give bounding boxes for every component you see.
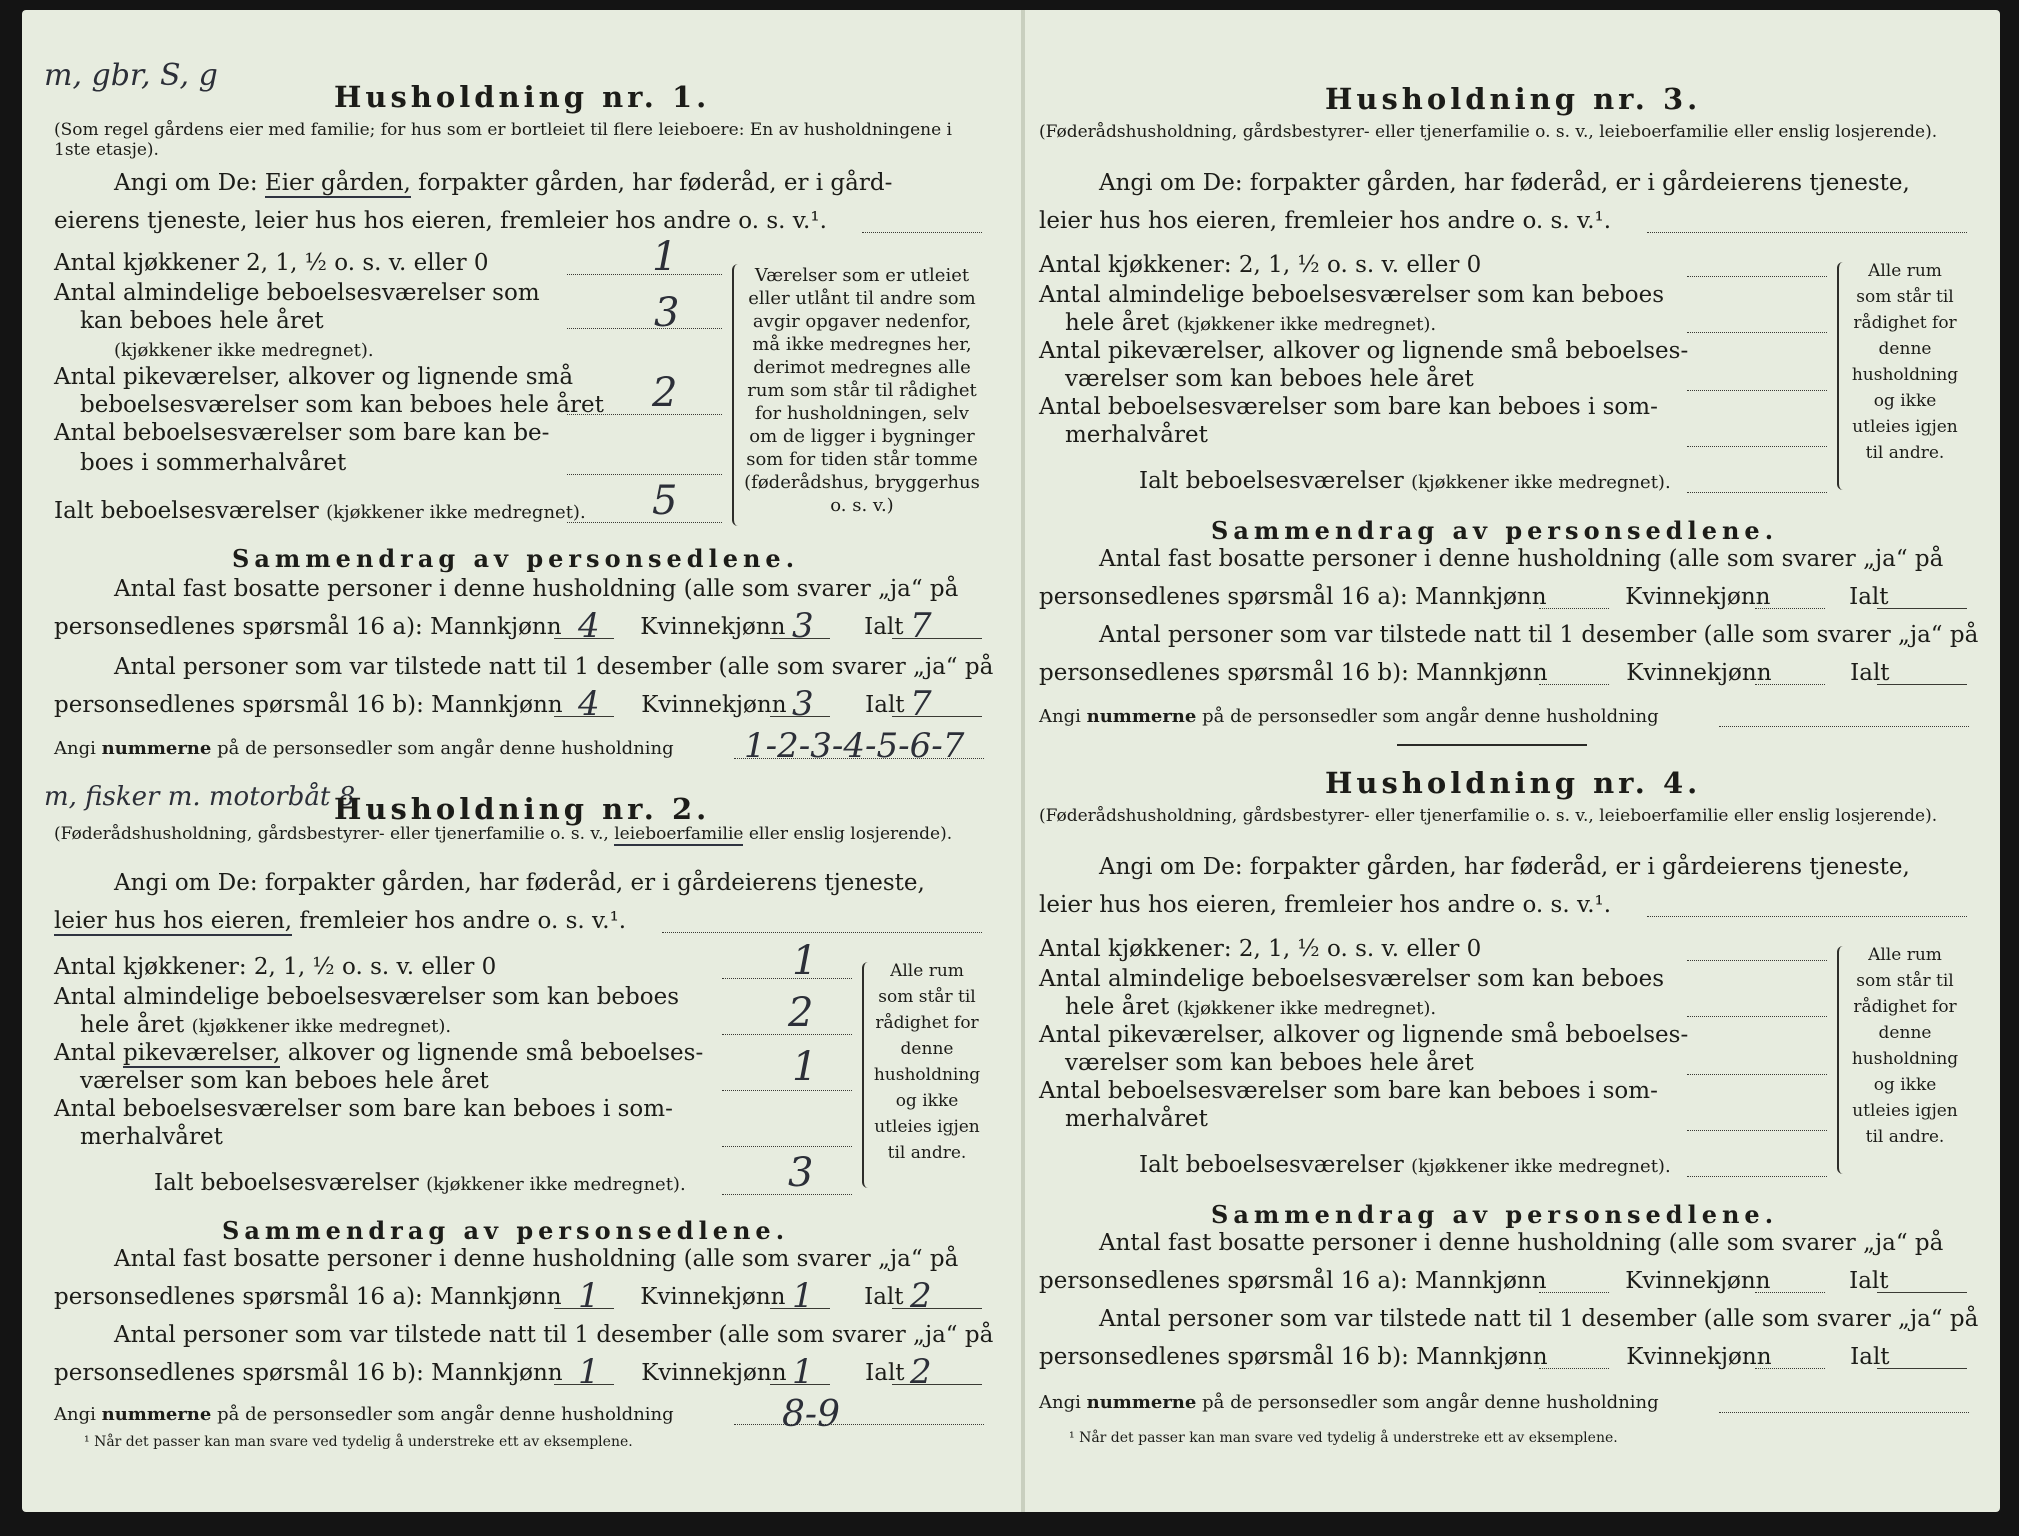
- total-label: Ialt beboelsesværelser: [1139, 468, 1404, 494]
- small-rooms-post: alkover og lignende små beboelses-: [287, 1040, 704, 1066]
- h2-numbers-value: 8-9: [782, 1394, 840, 1435]
- h1-small-rooms-label-a: Antal pikeværelser, alkover og lignende små: [54, 364, 574, 390]
- h1-summary-a-line1: Antal fast bosatte personer i denne husholdning (alle som svarer „ja“ på: [114, 576, 959, 602]
- h2-b-kvinne-value: 1: [792, 1352, 814, 1392]
- total-note: (kjøkkener ikke medregnet).: [426, 1174, 686, 1195]
- numbers-text: på de personsedler som angår denne husholdning: [217, 738, 674, 759]
- household-2-question-b: [54, 908, 626, 934]
- numbers-text: på de personsedler som angår denne husholdning: [1202, 706, 1659, 727]
- h2-ordinary-label-a: Antal almindelige beboelsesværelser som kan beboes: [54, 984, 680, 1010]
- h2-side-note: Alle rum som står til rådighet for denne husholdning og ikke utleies igjen til andre.: [873, 961, 981, 1163]
- h3-b-mann-line: [1539, 684, 1609, 685]
- h2-summary-a-line1: Antal fast bosatte personer i denne husholdning (alle som svarer „ja“ på: [114, 1246, 959, 1272]
- h2-summer-label-a: Antal beboelsesværelser som bare kan beboes i som-: [54, 1096, 673, 1122]
- h4-brace: [1837, 946, 1849, 1174]
- household-4-title: Husholdning nr. 4.: [1325, 766, 1702, 800]
- h3-kitchens-label: Antal kjøkkener: 2, 1, ½ o. s. v. eller 0: [1039, 252, 1482, 278]
- total-note: (kjøkkener ikke medregnet).: [326, 502, 586, 523]
- mann-label: Mannkjønn: [1416, 1344, 1548, 1370]
- ordinary-note: (kjøkkener ikke medregnet).: [1176, 998, 1437, 1019]
- h2-a-kvinne-value: 1: [792, 1276, 814, 1316]
- margin-note-2: m, fisker m. motorbåt 8: [44, 782, 356, 812]
- angi-eier-underlined: Eier gården,: [264, 170, 411, 196]
- h1-a-mann-value: 4: [578, 606, 600, 646]
- h1-small-rooms-line: [567, 414, 722, 415]
- h4-side-note: Alle rum som står til rådighet for denne husholdning og ikke utleies igjen til andre.: [1851, 945, 1959, 1147]
- h1-summary-b-line1: Antal personer som var tilstede natt til 1 desember (alle som svarer „ja“ på: [114, 654, 994, 680]
- h4-a-ialt-line: [1877, 1292, 1967, 1293]
- nummerne-word: nummerne: [1086, 706, 1197, 727]
- kvinne-label: Kvinnekjønn: [1626, 660, 1772, 686]
- total-note: (kjøkkener ikke medregnet).: [1411, 1156, 1671, 1177]
- h1-total-value: 5: [652, 478, 678, 524]
- h2-summer-label-b: merhalvåret: [80, 1124, 223, 1150]
- h4-a-mann-line: [1539, 1292, 1609, 1293]
- small-rooms-pre: Antal: [54, 1040, 116, 1066]
- h4-summary-a-line1: Antal fast bosatte personer i denne husholdning (alle som svarer „ja“ på: [1099, 1230, 1944, 1256]
- h4-angi-answer-line: [1647, 916, 1967, 917]
- h4-numbers-line: [1719, 1412, 1969, 1413]
- h4-small-rooms-label-b: værelser som kan beboes hele året: [1065, 1050, 1474, 1076]
- h2-kitchens-value: 1: [792, 938, 818, 984]
- h2-b-ialt-line: [892, 1384, 982, 1385]
- summary-question: personsedlenes spørsmål 16 a):: [1039, 584, 1408, 610]
- ordinary-note: (kjøkkener ikke medregnet).: [191, 1016, 452, 1037]
- nummerne-word: nummerne: [101, 738, 212, 759]
- ordinary-text: hele året: [1065, 994, 1170, 1020]
- h3-brace: [1837, 262, 1849, 490]
- h4-total-line: [1687, 1176, 1827, 1177]
- h4-ordinary-line: [1687, 1016, 1827, 1017]
- ialt-label: Ialt: [1849, 584, 1889, 610]
- angi-answer-line: [862, 232, 982, 233]
- h1-ordinary-label-b: kan beboes hele året: [80, 308, 324, 334]
- kvinne-label: Kvinnekjønn: [1625, 1268, 1771, 1294]
- nummerne-word: nummerne: [101, 1404, 212, 1425]
- angi-word: Angi: [54, 1404, 96, 1425]
- ordinary-text: hele året: [1065, 310, 1170, 336]
- household-3-question-b: leier hus hos eieren, fremleier hos andre o. s. v.¹.: [1039, 208, 1612, 234]
- h1-ordinary-label-a: Antal almindelige beboelsesværelser som: [54, 280, 540, 306]
- h1-summer-line: [567, 474, 722, 475]
- household-3-note: (Føderådshusholdning, gårdsbestyrer- eller tjenerfamilie o. s. v., leieboerfamilie eller enslig losjerende).: [1039, 122, 1938, 142]
- h1-total-line: [567, 522, 722, 523]
- h4-footnote: ¹ Når det passer kan man svare ved tydelig å understreke ett av eksemplene.: [1069, 1430, 1618, 1446]
- note-text-end: eller enslig losjerende).: [748, 824, 953, 844]
- h2-ordinary-line: [722, 1034, 852, 1035]
- ialt-label: Ialt: [1850, 1344, 1890, 1370]
- h1-summer-label-b: boes i sommerhalvåret: [80, 450, 347, 476]
- mann-label: Mannkjønn: [431, 692, 563, 718]
- h2-small-rooms-value: 1: [792, 1044, 818, 1090]
- angi-word: Angi: [1039, 1392, 1081, 1413]
- h4-small-rooms-line: [1687, 1074, 1827, 1075]
- h2-b-mann-value: 1: [578, 1352, 600, 1392]
- h3-summary-a-line1: Antal fast bosatte personer i denne husholdning (alle som svarer „ja“ på: [1099, 546, 1944, 572]
- h3-kitchens-line: [1687, 276, 1827, 277]
- h3-summer-line: [1687, 446, 1827, 447]
- h2-a-mann-value: 1: [578, 1276, 600, 1316]
- h3-side-note: Alle rum som står til rådighet for denne husholdning og ikke utleies igjen til andre.: [1851, 261, 1959, 463]
- h3-ordinary-label-b: [1065, 310, 1436, 336]
- h1-a-ialt-value: 7: [910, 606, 932, 646]
- h2-ordinary-value: 2: [788, 990, 814, 1036]
- h3-small-rooms-line: [1687, 390, 1827, 391]
- ordinary-note: (kjøkkener ikke medregnet).: [1176, 314, 1437, 335]
- angi-word: Angi: [54, 738, 96, 759]
- angi-leier-underlined: leier hus hos eieren,: [54, 908, 293, 934]
- h4-ordinary-label-b: [1065, 994, 1436, 1020]
- mann-label: Mannkjønn: [431, 1360, 563, 1386]
- h2-total-label: [154, 1170, 686, 1196]
- left-page: [22, 10, 1022, 1512]
- h4-numbers-label: [1039, 1392, 1659, 1413]
- angi-word: Angi: [1039, 706, 1081, 727]
- h4-summary-a-line2: [1039, 1268, 1889, 1294]
- total-label: Ialt beboelsesværelser: [1139, 1152, 1404, 1178]
- h2-ordinary-label-b: [80, 1012, 451, 1038]
- kvinne-label: Kvinnekjønn: [1626, 1344, 1772, 1370]
- h2-small-rooms-line: [722, 1090, 852, 1091]
- h2-a-ialt-value: 2: [910, 1276, 932, 1316]
- h1-summary-title: Sammendrag av personsedlene.: [232, 544, 800, 573]
- h4-total-label: [1139, 1152, 1671, 1178]
- kvinne-label: Kvinnekjønn: [641, 692, 787, 718]
- h1-small-rooms-value: 2: [652, 370, 678, 416]
- h4-b-kvinne-line: [1755, 1368, 1825, 1369]
- h2-summary-title: Sammendrag av personsedlene.: [222, 1216, 790, 1245]
- angi-label: Angi om De:: [114, 170, 258, 196]
- h3-total-line: [1687, 492, 1827, 493]
- h1-kitchens-line: [567, 274, 722, 275]
- h1-numbers-label: [54, 738, 674, 759]
- h3-small-rooms-label-a: Antal pikeværelser, alkover og lignende små beboelses-: [1039, 338, 1689, 364]
- h2-total-value: 3: [788, 1150, 814, 1196]
- summary-question: personsedlenes spørsmål 16 a):: [1039, 1268, 1408, 1294]
- h1-kitchens-value: 1: [652, 234, 678, 280]
- household-2-title: Husholdning nr. 2.: [334, 792, 711, 826]
- h3-summary-a-line2: [1039, 584, 1889, 610]
- total-note: (kjøkkener ikke medregnet).: [1411, 472, 1671, 493]
- angi-options: fremleier hos andre o. s. v.¹.: [299, 908, 627, 934]
- h1-numbers-value: 1-2-3-4-5-6-7: [744, 726, 965, 766]
- ialt-label: Ialt: [864, 614, 904, 640]
- h3-angi-answer-line: [1647, 232, 1967, 233]
- h1-ordinary-note: (kjøkkener ikke medregnet).: [114, 340, 374, 361]
- h2-numbers-line: [734, 1424, 984, 1425]
- summary-question: personsedlenes spørsmål 16 a):: [54, 1284, 423, 1310]
- h4-a-kvinne-line: [1755, 1292, 1825, 1293]
- total-label: Ialt beboelsesværelser: [54, 498, 319, 524]
- ialt-label: Ialt: [865, 1360, 905, 1386]
- household-3-question-a: Angi om De: forpakter gården, har føderåd, er i gårdeierens tjeneste,: [1099, 170, 1910, 196]
- h3-a-ialt-line: [1877, 608, 1967, 609]
- small-rooms-underlined: pikeværelser,: [123, 1040, 281, 1066]
- h4-summary-title: Sammendrag av personsedlene.: [1211, 1200, 1779, 1229]
- h3-b-kvinne-line: [1755, 684, 1825, 685]
- h2-kitchens-label: Antal kjøkkener: 2, 1, ½ o. s. v. eller 0: [54, 954, 497, 980]
- h1-ordinary-line: [567, 328, 722, 329]
- household-4-note: (Føderådshusholdning, gårdsbestyrer- eller tjenerfamilie o. s. v., leieboerfamilie eller enslig losjerende).: [1039, 806, 1938, 826]
- ordinary-text: hele året: [80, 1012, 185, 1038]
- h4-summary-b-line1: Antal personer som var tilstede natt til 1 desember (alle som svarer „ja“ på: [1099, 1306, 1979, 1332]
- section-divider: [1397, 744, 1587, 746]
- h3-ordinary-line: [1687, 332, 1827, 333]
- summary-question: personsedlenes spørsmål 16 b):: [54, 692, 424, 718]
- h4-summary-b-line2: [1039, 1344, 1890, 1370]
- h1-b-ialt-value: 7: [910, 684, 932, 724]
- h3-summer-label-b: merhalvåret: [1065, 422, 1208, 448]
- note-underlined: leieboerfamilie: [614, 824, 744, 844]
- h2-numbers-label: [54, 1404, 674, 1425]
- h2-a-ialt-line: [892, 1308, 982, 1309]
- h4-b-mann-line: [1539, 1368, 1609, 1369]
- h2-small-rooms-label-b: værelser som kan beboes hele året: [80, 1068, 489, 1094]
- household-1-note: (Som regel gårdens eier med familie; for hus som er bortleiet til flere leieboere: En av husholdningene i 1ste etasje).: [54, 120, 952, 160]
- h1-total-label: [54, 498, 586, 524]
- mann-label: Mannkjønn: [430, 614, 562, 640]
- household-4-question-a: Angi om De: forpakter gården, har føderåd, er i gårdeierens tjeneste,: [1099, 854, 1910, 880]
- h3-summary-title: Sammendrag av personsedlene.: [1211, 516, 1779, 545]
- h3-ordinary-label-a: Antal almindelige beboelsesværelser som kan beboes: [1039, 282, 1665, 308]
- total-label: Ialt beboelsesværelser: [154, 1170, 419, 1196]
- h3-total-label: [1139, 468, 1671, 494]
- h3-summary-b-line1: Antal personer som var tilstede natt til 1 desember (alle som svarer „ja“ på: [1099, 622, 1979, 648]
- h2-angi-answer-line: [662, 932, 982, 933]
- h2-kitchens-line: [722, 978, 852, 979]
- h2-small-rooms-label-a: [54, 1040, 703, 1066]
- h2-total-line: [722, 1194, 852, 1195]
- h2-summer-line: [722, 1146, 852, 1147]
- ialt-label: Ialt: [865, 692, 905, 718]
- h1-b-mann-value: 4: [578, 684, 600, 724]
- h1-summary-b-line2: [54, 692, 905, 718]
- note-text: (Føderådshusholdning, gårdsbestyrer- eller tjenerfamilie o. s. v.,: [54, 824, 609, 844]
- h2-summary-b-line2: [54, 1360, 905, 1386]
- h1-ordinary-value: 3: [654, 290, 680, 336]
- numbers-text: på de personsedler som angår denne husholdning: [217, 1404, 674, 1425]
- h3-b-ialt-line: [1877, 684, 1967, 685]
- mann-label: Mannkjønn: [430, 1284, 562, 1310]
- household-1-question-b: eierens tjeneste, leier hus hos eieren, fremleier hos andre o. s. v.¹.: [54, 208, 827, 234]
- summary-question: personsedlenes spørsmål 16 b):: [1039, 660, 1409, 686]
- h2-footnote: ¹ Når det passer kan man svare ved tydelig å understreke ett av eksemplene.: [84, 1434, 633, 1450]
- h3-summary-b-line2: [1039, 660, 1890, 686]
- kvinne-label: Kvinnekjønn: [1625, 584, 1771, 610]
- h2-b-ialt-value: 2: [910, 1352, 932, 1392]
- h3-a-kvinne-line: [1755, 608, 1825, 609]
- h4-summer-line: [1687, 1130, 1827, 1131]
- household-3-title: Husholdning nr. 3.: [1325, 82, 1702, 116]
- summary-question: personsedlenes spørsmål 16 b):: [54, 1360, 424, 1386]
- numbers-text: på de personsedler som angår denne husholdning: [1202, 1392, 1659, 1413]
- h1-side-note: Værelser som er utleiet eller utlånt til andre som avgir opgaver nedenfor, må ikke medregnes her, derimot medregnes alle rum som står til rådighet for husholdningen, selv om de ligger i bygninger som for tiden står tomme (føderådshus, bryggerhus o. s. v.): [744, 265, 980, 516]
- ialt-label: Ialt: [1850, 660, 1890, 686]
- h3-a-mann-line: [1539, 608, 1609, 609]
- h1-a-kvinne-value: 3: [792, 606, 814, 646]
- right-page: [1027, 10, 2000, 1512]
- nummerne-word: nummerne: [1086, 1392, 1197, 1413]
- h4-kitchens-label: Antal kjøkkener: 2, 1, ½ o. s. v. eller 0: [1039, 936, 1482, 962]
- kvinne-label: Kvinnekjønn: [640, 1284, 786, 1310]
- kvinne-label: Kvinnekjønn: [640, 614, 786, 640]
- h1-summer-label-a: Antal beboelsesværelser som bare kan be-: [54, 420, 550, 446]
- h1-summary-a-line2: [54, 614, 904, 640]
- household-1-title: Husholdning nr. 1.: [334, 80, 711, 114]
- ialt-label: Ialt: [1849, 1268, 1889, 1294]
- mann-label: Mannkjønn: [1415, 584, 1547, 610]
- h4-summer-label-a: Antal beboelsesværelser som bare kan beboes i som-: [1039, 1078, 1658, 1104]
- angi-options: forpakter gården, har føderåd, er i gård-: [418, 170, 893, 196]
- h3-summer-label-a: Antal beboelsesværelser som bare kan beboes i som-: [1039, 394, 1658, 420]
- h2-summary-a-line2: [54, 1284, 904, 1310]
- h4-small-rooms-label-a: Antal pikeværelser, alkover og lignende små beboelses-: [1039, 1022, 1689, 1048]
- h4-summer-label-b: merhalvåret: [1065, 1106, 1208, 1132]
- h1-kitchens-label: Antal kjøkkener 2, 1, ½ o. s. v. eller 0: [54, 250, 489, 276]
- h4-b-ialt-line: [1877, 1368, 1967, 1369]
- kvinne-label: Kvinnekjønn: [641, 1360, 787, 1386]
- h3-small-rooms-label-b: værelser som kan beboes hele året: [1065, 366, 1474, 392]
- summary-question: personsedlenes spørsmål 16 a):: [54, 614, 423, 640]
- mann-label: Mannkjønn: [1415, 1268, 1547, 1294]
- h4-kitchens-line: [1687, 960, 1827, 961]
- household-2-note: [54, 824, 984, 844]
- summary-question: personsedlenes spørsmål 16 b):: [1039, 1344, 1409, 1370]
- h3-numbers-label: [1039, 706, 1659, 727]
- ialt-label: Ialt: [864, 1284, 904, 1310]
- household-1-question-a: [114, 170, 892, 196]
- h1-b-ialt-line: [892, 716, 982, 717]
- h4-ordinary-label-a: Antal almindelige beboelsesværelser som kan beboes: [1039, 966, 1665, 992]
- mann-label: Mannkjønn: [1416, 660, 1548, 686]
- margin-note: m, gbr, S, g: [44, 58, 218, 93]
- h2-summary-b-line1: Antal personer som var tilstede natt til 1 desember (alle som svarer „ja“ på: [114, 1322, 994, 1348]
- household-2-question-a: Angi om De: forpakter gården, har føderåd, er i gårdeierens tjeneste,: [114, 870, 925, 896]
- h1-a-ialt-line: [892, 638, 982, 639]
- h1-small-rooms-label-b: beboelsesværelser som kan beboes hele året: [80, 392, 604, 418]
- h3-numbers-line: [1719, 726, 1969, 727]
- h1-b-kvinne-value: 3: [792, 684, 814, 724]
- household-4-question-b: leier hus hos eieren, fremleier hos andre o. s. v.¹.: [1039, 892, 1612, 918]
